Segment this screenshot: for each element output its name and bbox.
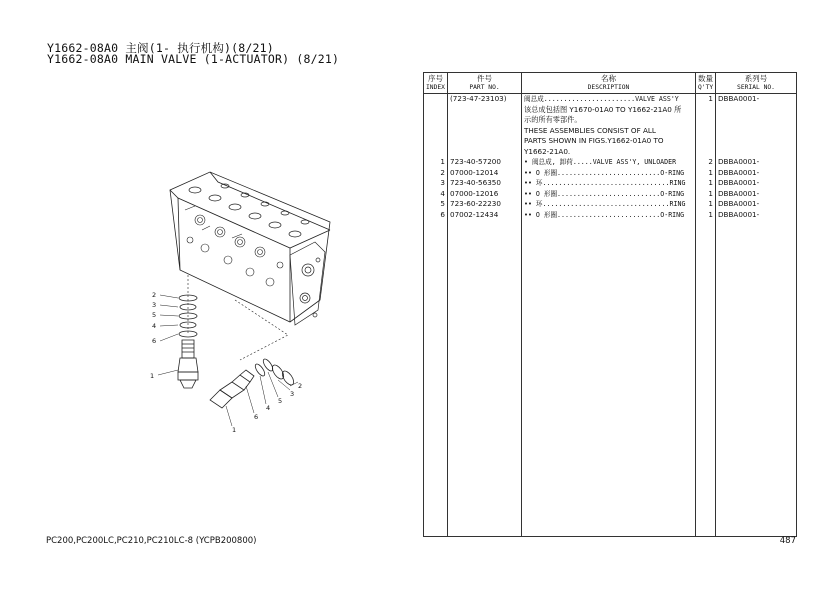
table-row: (723-47-23103) 阀总成.......................VALVE ASS'Y 1 DBBA0001- <box>424 94 797 105</box>
table-row: 3 723-40-56350 •• 环................................RING 1 DBBA0001- <box>424 178 797 189</box>
table-row: 该总成包括图 Y1670-01A0 TO Y1662-21A0 所 <box>424 105 797 116</box>
table-row: 6 07002-12434 •• O 形圈..........................O-RING 1 DBBA0001- <box>424 210 797 221</box>
callout-bottom-3: 4 <box>266 404 271 412</box>
callout-bottom-5: 3 <box>290 390 295 398</box>
table-row: THESE ASSEMBLIES CONSIST OF ALL <box>424 126 797 137</box>
callout-bottom-6: 2 <box>298 382 303 390</box>
unloader-valve-vertical <box>178 340 198 388</box>
valve-exploded-drawing <box>140 160 450 440</box>
callout-left-6: 1 <box>150 372 155 380</box>
table-row: 5 723-60-22230 •• 环................................RING 1 DBBA0001- <box>424 199 797 210</box>
table-header-row <box>424 73 797 94</box>
page-title-cn: Y1662-08A0 主阀(1- 执行机构)(8/21) <box>47 41 274 55</box>
table-row: 示的所有零部件。 <box>424 115 797 126</box>
table-row: PARTS SHOWN IN FIGS.Y1662-01A0 TO <box>424 136 797 147</box>
footer-models: PC200,PC200LC,PC210,PC210LC-8 (YCPB200800) <box>46 536 257 546</box>
table-row: Y1662-21A0. <box>424 147 797 158</box>
callout-left-5: 6 <box>152 337 157 345</box>
col-header-index: 序号 INDEX <box>424 73 448 94</box>
table-row: 1 723-40-57200 • 阀总成, 卸荷.....VALVE ASS'Y, UNLOADER 2 DBBA0001- <box>424 157 797 168</box>
callout-bottom-2: 6 <box>254 413 259 421</box>
callout-left-1: 2 <box>152 291 157 299</box>
callout-left-3: 5 <box>152 311 157 319</box>
callout-left-4: 4 <box>152 322 157 330</box>
col-header-serial: 系列号 SERIAL NO. <box>716 73 797 94</box>
unloader-valve-diagonal <box>210 358 296 408</box>
table-row: 4 07000-12016 •• O 形圈..........................O-RING 1 DBBA0001- <box>424 189 797 200</box>
table-row: 2 07000-12014 •• O 形圈..........................O-RING 1 DBBA0001- <box>424 168 797 179</box>
callout-bottom-1: 1 <box>232 426 237 434</box>
col-header-qty: 数量 Q'TY <box>696 73 716 94</box>
col-header-description: 名称 DESCRIPTION <box>522 73 696 94</box>
page-title-en: Y1662-08A0 MAIN VALVE (1-ACTUATOR) (8/21) <box>47 52 340 66</box>
parts-table <box>423 72 797 537</box>
table-filler-row <box>424 220 797 537</box>
col-header-part: 件号 PART NO. <box>448 73 522 94</box>
callout-left-2: 3 <box>152 301 157 309</box>
page-number: 487 <box>779 536 796 546</box>
callout-bottom-4: 5 <box>278 397 283 405</box>
